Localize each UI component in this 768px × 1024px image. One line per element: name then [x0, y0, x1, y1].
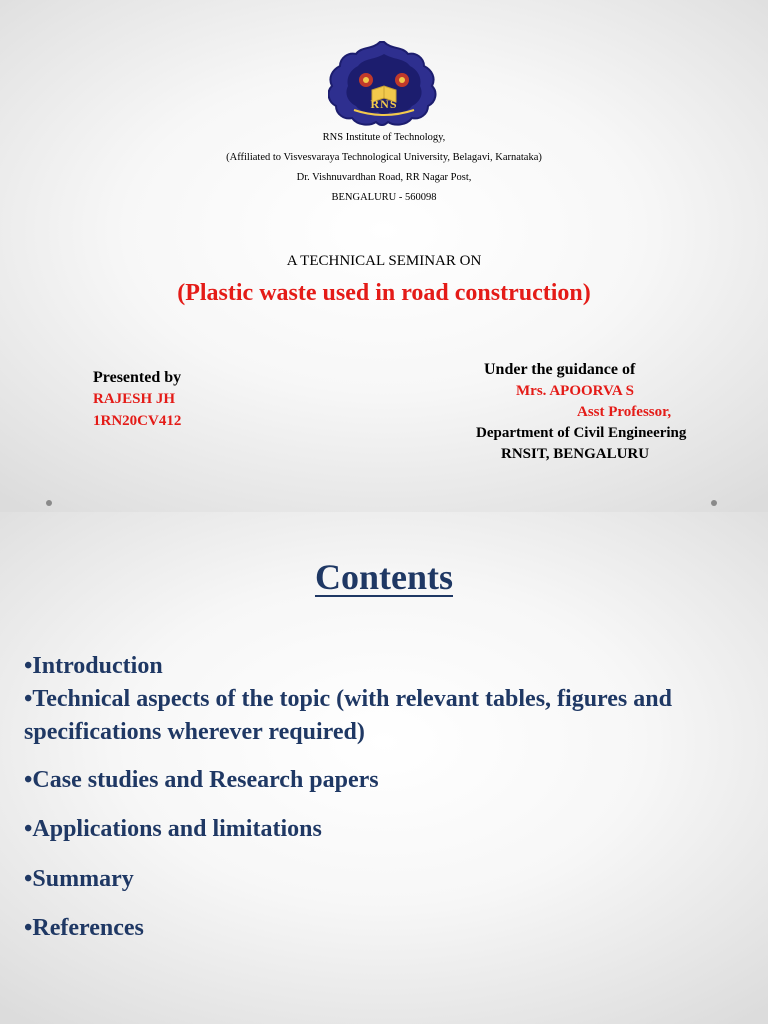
contents-item-applications	[24, 813, 744, 846]
guide-title: Asst Professor,	[577, 404, 672, 420]
bullet-icon: •	[24, 767, 33, 793]
contents-item-label: Summary	[32, 866, 134, 892]
contents-list	[24, 650, 744, 945]
guide-institution: RNSIT, BENGALURU	[501, 446, 650, 462]
bullet-icon: •	[24, 915, 33, 941]
contents-item-case-studies	[24, 764, 744, 797]
rns-logo-emblem	[328, 40, 440, 128]
affiliation: (Affiliated to Visvesvaraya Technological University, Belagavi, Karnataka)	[226, 152, 542, 163]
contents-item-technical-aspects	[24, 683, 744, 749]
contents-item-label: Technical aspects of the topic (with relevant tables, figures and specifications wherever required)	[24, 686, 672, 745]
seminar-topic: (Plastic waste used in road construction)	[177, 280, 591, 306]
guide-name: Mrs. APOORVA S	[516, 383, 634, 399]
rns-logo	[328, 40, 440, 128]
contents-item-introduction	[24, 650, 744, 683]
contents-item-label: References	[32, 915, 144, 941]
address-street: Dr. Vishnuvardhan Road, RR Nagar Post,	[296, 172, 472, 183]
seminar-label: A TECHNICAL SEMINAR ON	[286, 253, 482, 269]
bullet-icon: •	[24, 686, 33, 712]
slide-dot-left	[46, 500, 52, 506]
logo-text: RNS	[370, 97, 398, 111]
slide-dot-right	[711, 500, 717, 506]
bullet-icon: •	[24, 866, 33, 892]
contents-item-references	[24, 912, 744, 945]
contents-item-summary	[24, 863, 744, 896]
presenter-usn: 1RN20CV412	[93, 413, 182, 429]
contents-item-label: Case studies and Research papers	[32, 767, 379, 793]
presented-by-label: Presented by	[93, 369, 182, 386]
address-city: BENGALURU - 560098	[331, 192, 437, 203]
bullet-icon: •	[24, 653, 33, 679]
presenter-name: RAJESH JH	[93, 391, 176, 407]
bullet-icon: •	[24, 816, 33, 842]
contents-item-label: Applications and limitations	[32, 816, 322, 842]
institute-name: RNS Institute of Technology,	[322, 132, 446, 143]
contents-title: Contents	[314, 557, 453, 597]
guide-department: Department of Civil Engineering	[476, 425, 687, 441]
contents-slide	[0, 512, 768, 1024]
guidance-label: Under the guidance of	[484, 361, 636, 378]
contents-item-label: Introduction	[32, 653, 163, 679]
